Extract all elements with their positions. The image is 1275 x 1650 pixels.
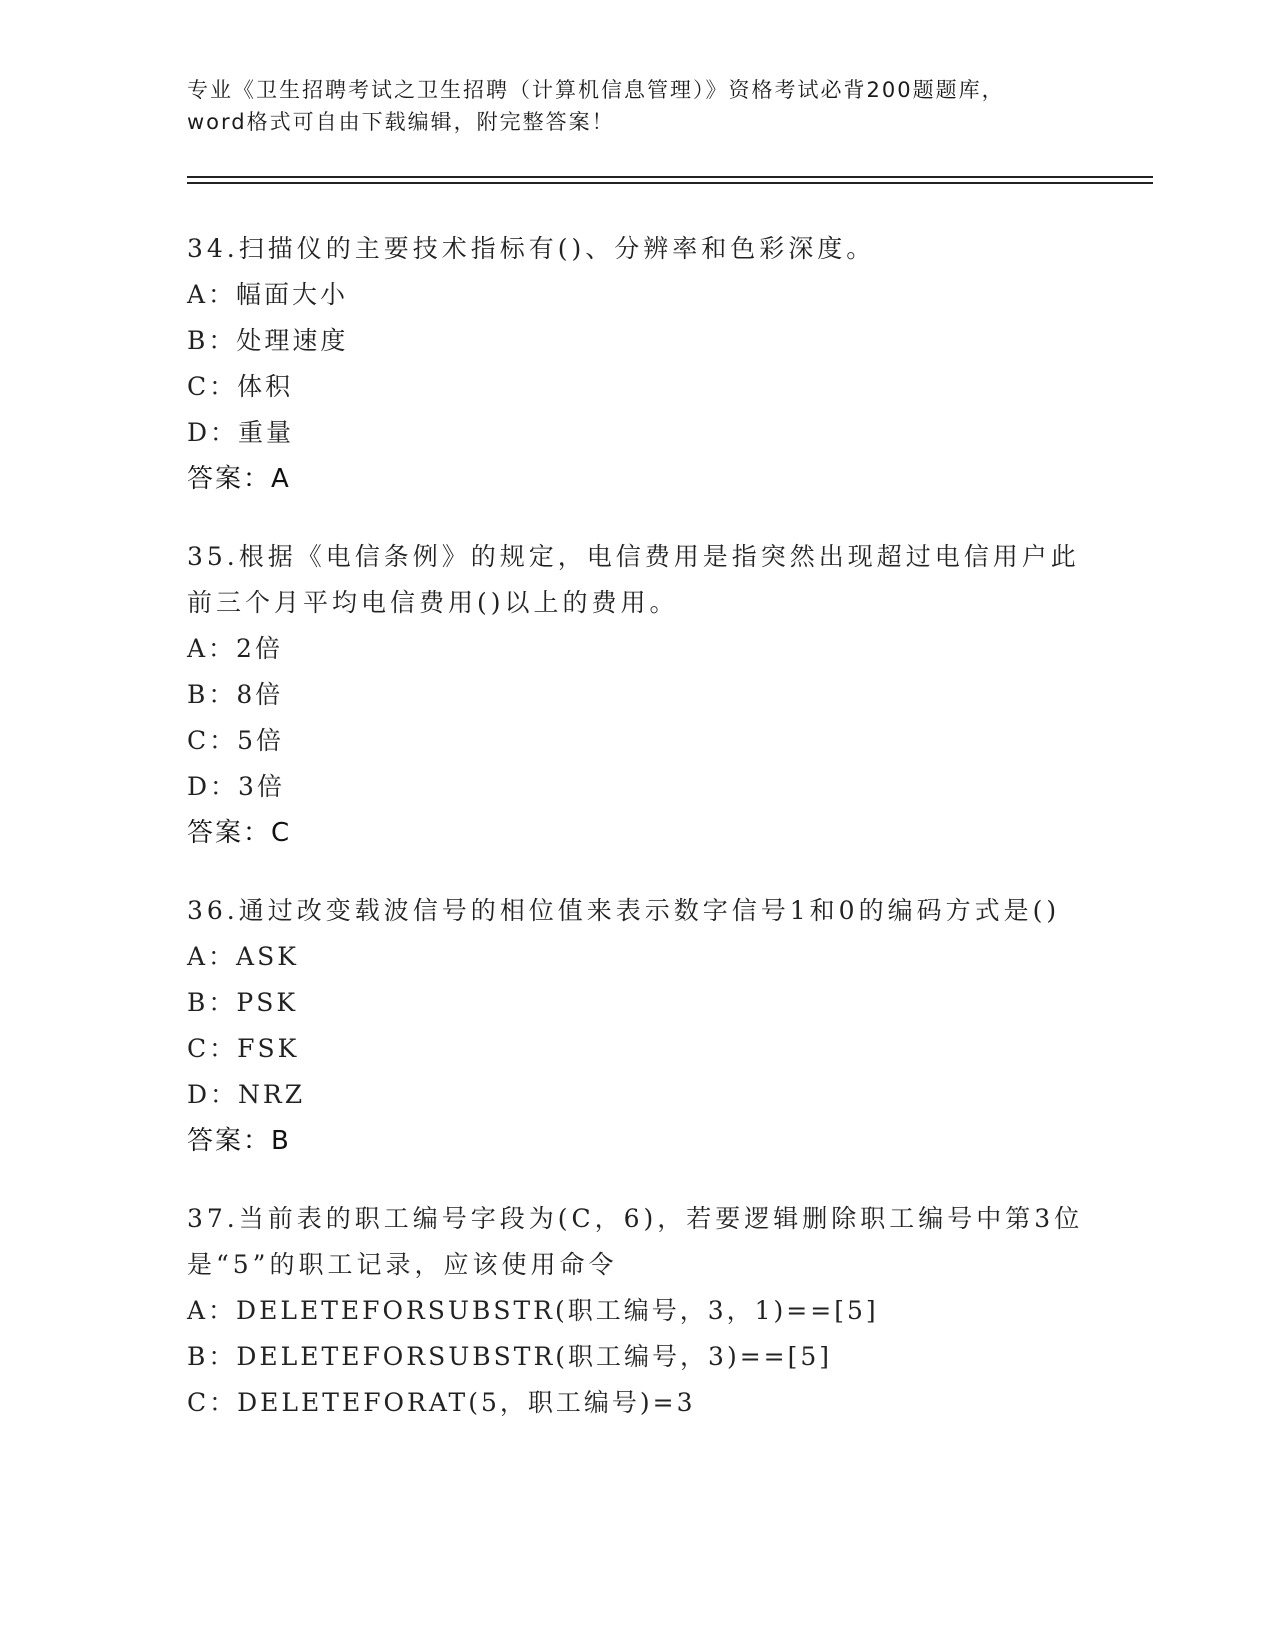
option-a: A：2倍 (187, 634, 283, 663)
answer: 答案：B (187, 1126, 291, 1156)
question-35 (187, 542, 1087, 848)
option-c: C：体积 (187, 372, 294, 401)
question-36 (187, 896, 1087, 1156)
answer: 答案：C (187, 818, 292, 848)
option-b: B：DELETEFORSUBSTR(职工编号，3)==[5] (187, 1342, 833, 1371)
option-c: C：FSK (187, 1034, 300, 1063)
question-34 (187, 234, 1087, 494)
option-c: C：DELETEFORAT(5，职工编号)=3 (187, 1388, 696, 1417)
option-d: D：NRZ (187, 1080, 306, 1109)
header-line-2: word格式可自由下载编辑，附完整答案！ (187, 110, 615, 134)
question-37 (187, 1204, 1087, 1434)
header-divider-top (187, 176, 1153, 178)
question-text-continued: 前三个月平均电信费用()以上的费用。 (187, 588, 679, 617)
option-a: A：幅面大小 (187, 280, 349, 309)
option-b: B：PSK (187, 988, 298, 1017)
question-text: 35.根据《电信条例》的规定，电信费用是指突然出现超过电信用户此 (187, 542, 1080, 571)
option-a: A：ASK (187, 942, 299, 971)
question-text: 34.扫描仪的主要技术指标有()、分辨率和色彩深度。 (187, 234, 876, 263)
question-text-continued: 是“5”的职工记录，应该使用命令 (187, 1250, 618, 1279)
header-line-1: 专业《卫生招聘考试之卫生招聘（计算机信息管理）》资格考试必背200题题库， (187, 78, 1005, 102)
header-divider-bottom (187, 182, 1153, 184)
option-d: D：重量 (187, 418, 295, 447)
question-text: 36.通过改变载波信号的相位值来表示数字信号1和0的编码方式是() (187, 896, 1061, 925)
option-b: B：处理速度 (187, 326, 349, 355)
option-d: D：3倍 (187, 772, 285, 801)
option-a: A：DELETEFORSUBSTR(职工编号，3，1)==[5] (187, 1296, 879, 1325)
option-c: C：5倍 (187, 726, 285, 755)
document-header (187, 74, 1087, 138)
question-text: 37.当前表的职工编号字段为(C，6)，若要逻辑删除职工编号中第3位 (187, 1204, 1084, 1233)
option-b: B：8倍 (187, 680, 284, 709)
answer: 答案：A (187, 464, 291, 494)
question-list (187, 234, 1087, 1482)
